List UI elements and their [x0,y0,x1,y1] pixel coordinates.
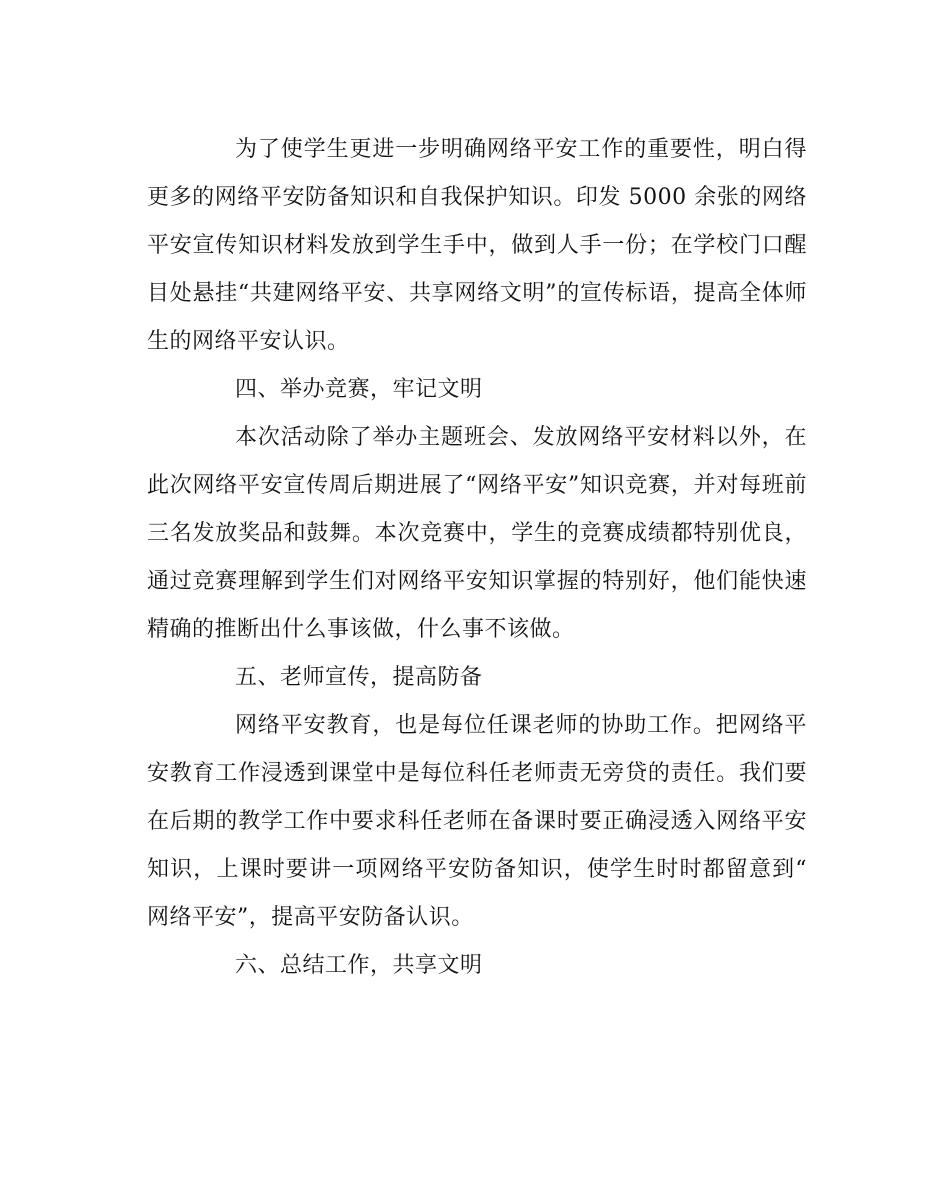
document-body [147,126,807,990]
paragraph-teachers: 网络平安教育，也是每位任课老师的协助工作。把网络平安教育工作浸透到课堂中是每位科任老师责无旁贷的责任。我们要在后期的教学工作中要求科任老师在备课时要正确浸透入网络平安知识，上课时要讲一项网络平安防备知识，使学生时时都留意到“网络平安”，提高平安防备认识。 [147,713,807,930]
section-heading-six: 六、总结工作，共享文明 [235,953,483,978]
paragraph-competition: 本次活动除了举办主题班会、发放网络平安材料以外，在此次网络平安宣传周后期进展了“网络平安”知识竞赛，并对每班前三名发放奖品和鼓舞。本次竞赛中，学生的竞赛成绩都特别优良，通过竞赛理解到学生们对网络平安知识掌握的特别好，他们能快速精确的推断出什么事该做，什么事不该做。 [147,425,807,642]
section-heading-five: 五、老师宣传，提高防备 [235,665,483,690]
paragraph-awareness: 为了使学生更进一步明确网络平安工作的重要性，明白得更多的网络平安防备知识和自我保护知识。印发 5000 余张的网络平安宣传知识材料发放到学生手中，做到人手一份；在学校门口醒目处悬挂“共建网络平安、共享网络文明”的宣传标语，提高全体师生的网络平安认识。 [147,137,807,354]
section-heading-four: 四、举办竞赛，牢记文明 [235,377,483,402]
